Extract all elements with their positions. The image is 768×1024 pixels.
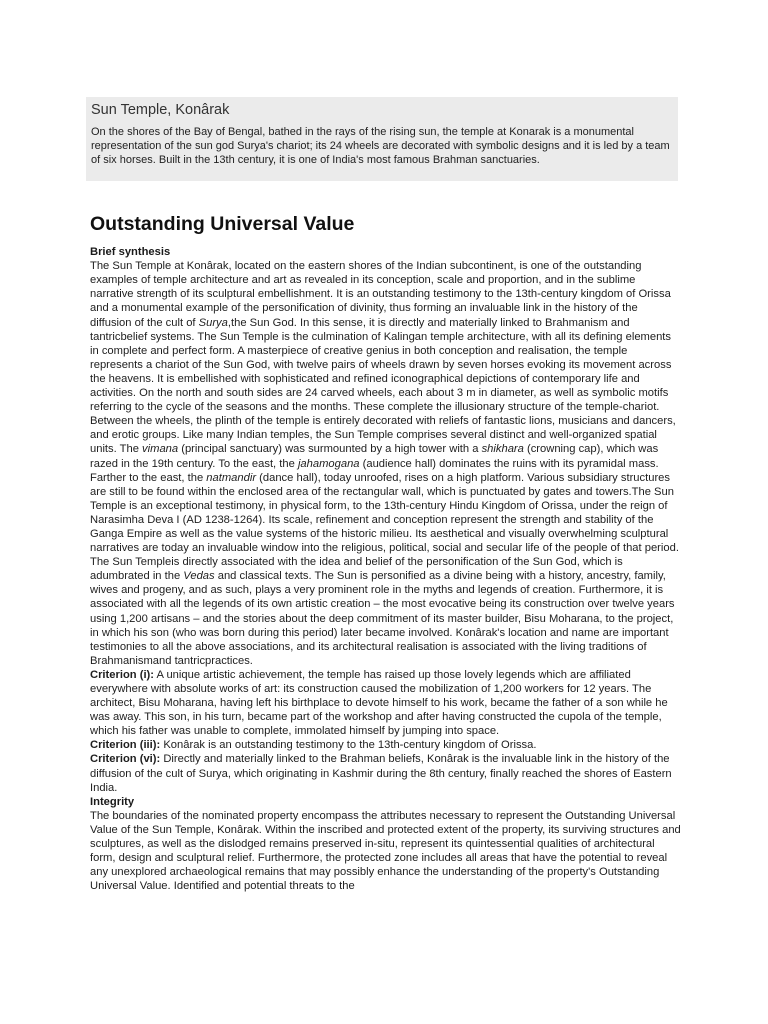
brief-text-part: ,the Sun God. In this sense, it is directly and materially linked to Brahmanism and tantricbelief systems. The Sun Temple is the culmination of Kalingan temple architecture, with all its defining elements in complete and perfect form. A masterpiece of creative genius in both conception and realisation, the temple represents a chariot of the Sun God, with twelve pairs of wheels drawn by seven horses evoking its movement across the heavens. It is embellished with sophisticated and refined iconographical depictions of contemporary life and activities. On the north and south sides are 24 carved wheels, each about 3 m in diameter, as well as symbolic motifs referring to the cycle of the seasons and the months. These complete the illusionary structure of the temple-chariot. Between the wheels, the plinth of the temple is entirely decorated with reliefs of fantastic lions, musicians and dancers, and erotic groups. Like many Indian temples, the Sun Temple comprises several distinct and well-organized spatial units. The: [90, 316, 676, 456]
ouv-section: [90, 212, 682, 894]
term-natmandir: natmandir: [206, 471, 257, 484]
criterion-vi: [90, 752, 682, 794]
intro-summary-box: [86, 97, 678, 181]
criterion-vi-text: Directly and materially linked to the Brahman beliefs, Konârak is the invaluable link in the history of the diffusion of the cult of Surya, which originating in Kashmir during the 8th century, finally reached the shores of Eastern India.: [90, 753, 672, 794]
criterion-i-text: A unique artistic achievement, the temple has raised up those lovely legends which are affiliated everywhere with absolute works of art: its construction caused the mobilization of 1,200 workers for 12 years. The architect, Bisu Moharana, having left his birthplace to devote himself to his work, became the father of a son while he was away. This son, in his turn, became part of the workshop and after having constructed the cupola of the temple, which his father was unable to complete, immolated himself by jumping into space.: [90, 668, 668, 738]
term-shikhara: shikhara: [481, 443, 524, 456]
integrity-text: The boundaries of the nominated property encompass the attributes necessary to represent the Outstanding Universal Value of the Sun Temple, Konârak. Within the inscribed and protected extent of the property, its surviving structures and sculptures, as well as the dislodged remains preserved in-situ, represent its quintessential qualities of architectural form, design and sculptural relief. Furthermore, the protected zone includes all areas that have the potential to reveal any unexplored archaeological remains that may possibly enhance the understanding of the property's Outstanding Universal Value. Identified and potential threats to the: [90, 809, 681, 893]
section-heading: Outstanding Universal Value: [90, 213, 355, 235]
integrity-label: Integrity: [90, 795, 135, 808]
term-vimana: vimana: [142, 443, 179, 456]
term-vedas: Vedas: [183, 570, 215, 583]
term-jahamogana: jahamogana: [297, 457, 360, 470]
criterion-iii-text: Konârak is an outstanding testimony to the 13th-century kingdom of Orissa.: [160, 739, 537, 752]
criterion-iii: [90, 738, 682, 752]
brief-synthesis-label: Brief synthesis: [90, 246, 171, 258]
brief-synthesis-text: [90, 259, 682, 668]
criterion-i-label: Criterion (i):: [90, 668, 155, 681]
criterion-i: [90, 668, 682, 738]
criterion-iii-label: Criterion (iii):: [90, 739, 161, 752]
brief-text-part: (dance hall), today unroofed, rises on a high platform. Various subsidiary structures are still to be found within the enclosed area of the rectangular wall, which is punctuated by gates and towers.The Sun Temple is an exceptional testimony, in physical form, to the 13th-century Hindu Kingdom of Orissa, under the reign of Narasimha Deva I (AD 1238-1264). Its scale, refinement and conception represent the strength and stability of the Ganga Empire as well as the value systems of the historic milieu. Its aesthetical and visually overwhelming sculptural narratives are today an invaluable window into the religious, political, social and secular life of the people of that period. The Sun Templeis directly associated with the idea and belief of the personification of the Sun God, which is adumbrated in the: [90, 471, 679, 583]
term-surya: Surya: [198, 316, 228, 329]
brief-text-part: and classical texts. The Sun is personified as a divine being with a history, ancestry, family, wives and progeny, and as such, plays a very prominent role in the myths and legends of creation. Furthermore, it is associated with all the legends of its own artistic creation – the most evocative being its construction over twelve years using 1,200 artisans – and the stories about the deep commitment of its master builder, Bisu Moharana, to the project, in which his son (who was born during this period) later became involved. Konârak's location and name are important testimonies to all the above associations, and its architectural realisation is associated with the living traditions of Brahmanismand tantricpractices.: [90, 570, 675, 667]
brief-text-part: (crowning cap), which was razed in the 19th century. To the east, the: [90, 443, 659, 470]
brief-text-part: The Sun Temple at Konârak, located on the eastern shores of the Indian subcontinent, is one of the outstanding examples of temple architecture and art as revealed in its conception, scale and proportion, and in the sublime narrative strength of its sculptural embellishment. It is an outstanding testimony to the 13th-century kingdom of Orissa and a monumental example of the personification of divinity, thus forming an invaluable link in the history of the diffusion of the cult of: [90, 260, 671, 329]
brief-text-part: (audience hall) dominates the ruins with its pyramidal mass. Farther to the east, the: [90, 457, 659, 484]
intro-description: On the shores of the Bay of Bengal, bathed in the rays of the rising sun, the temple at Konarak is a monumental representation of the sun god Surya's chariot; its 24 wheels are decorated with symbolic designs and it is led by a team of six horses. Built in the 13th century, it is one of India's most famous Brahman sanctuaries.: [91, 126, 670, 167]
site-title: Sun Temple, Konârak: [91, 102, 230, 118]
brief-text-part: (principal sanctuary) was surmounted by a high tower with a: [178, 443, 482, 456]
criterion-vi-label: Criterion (vi):: [90, 753, 161, 766]
